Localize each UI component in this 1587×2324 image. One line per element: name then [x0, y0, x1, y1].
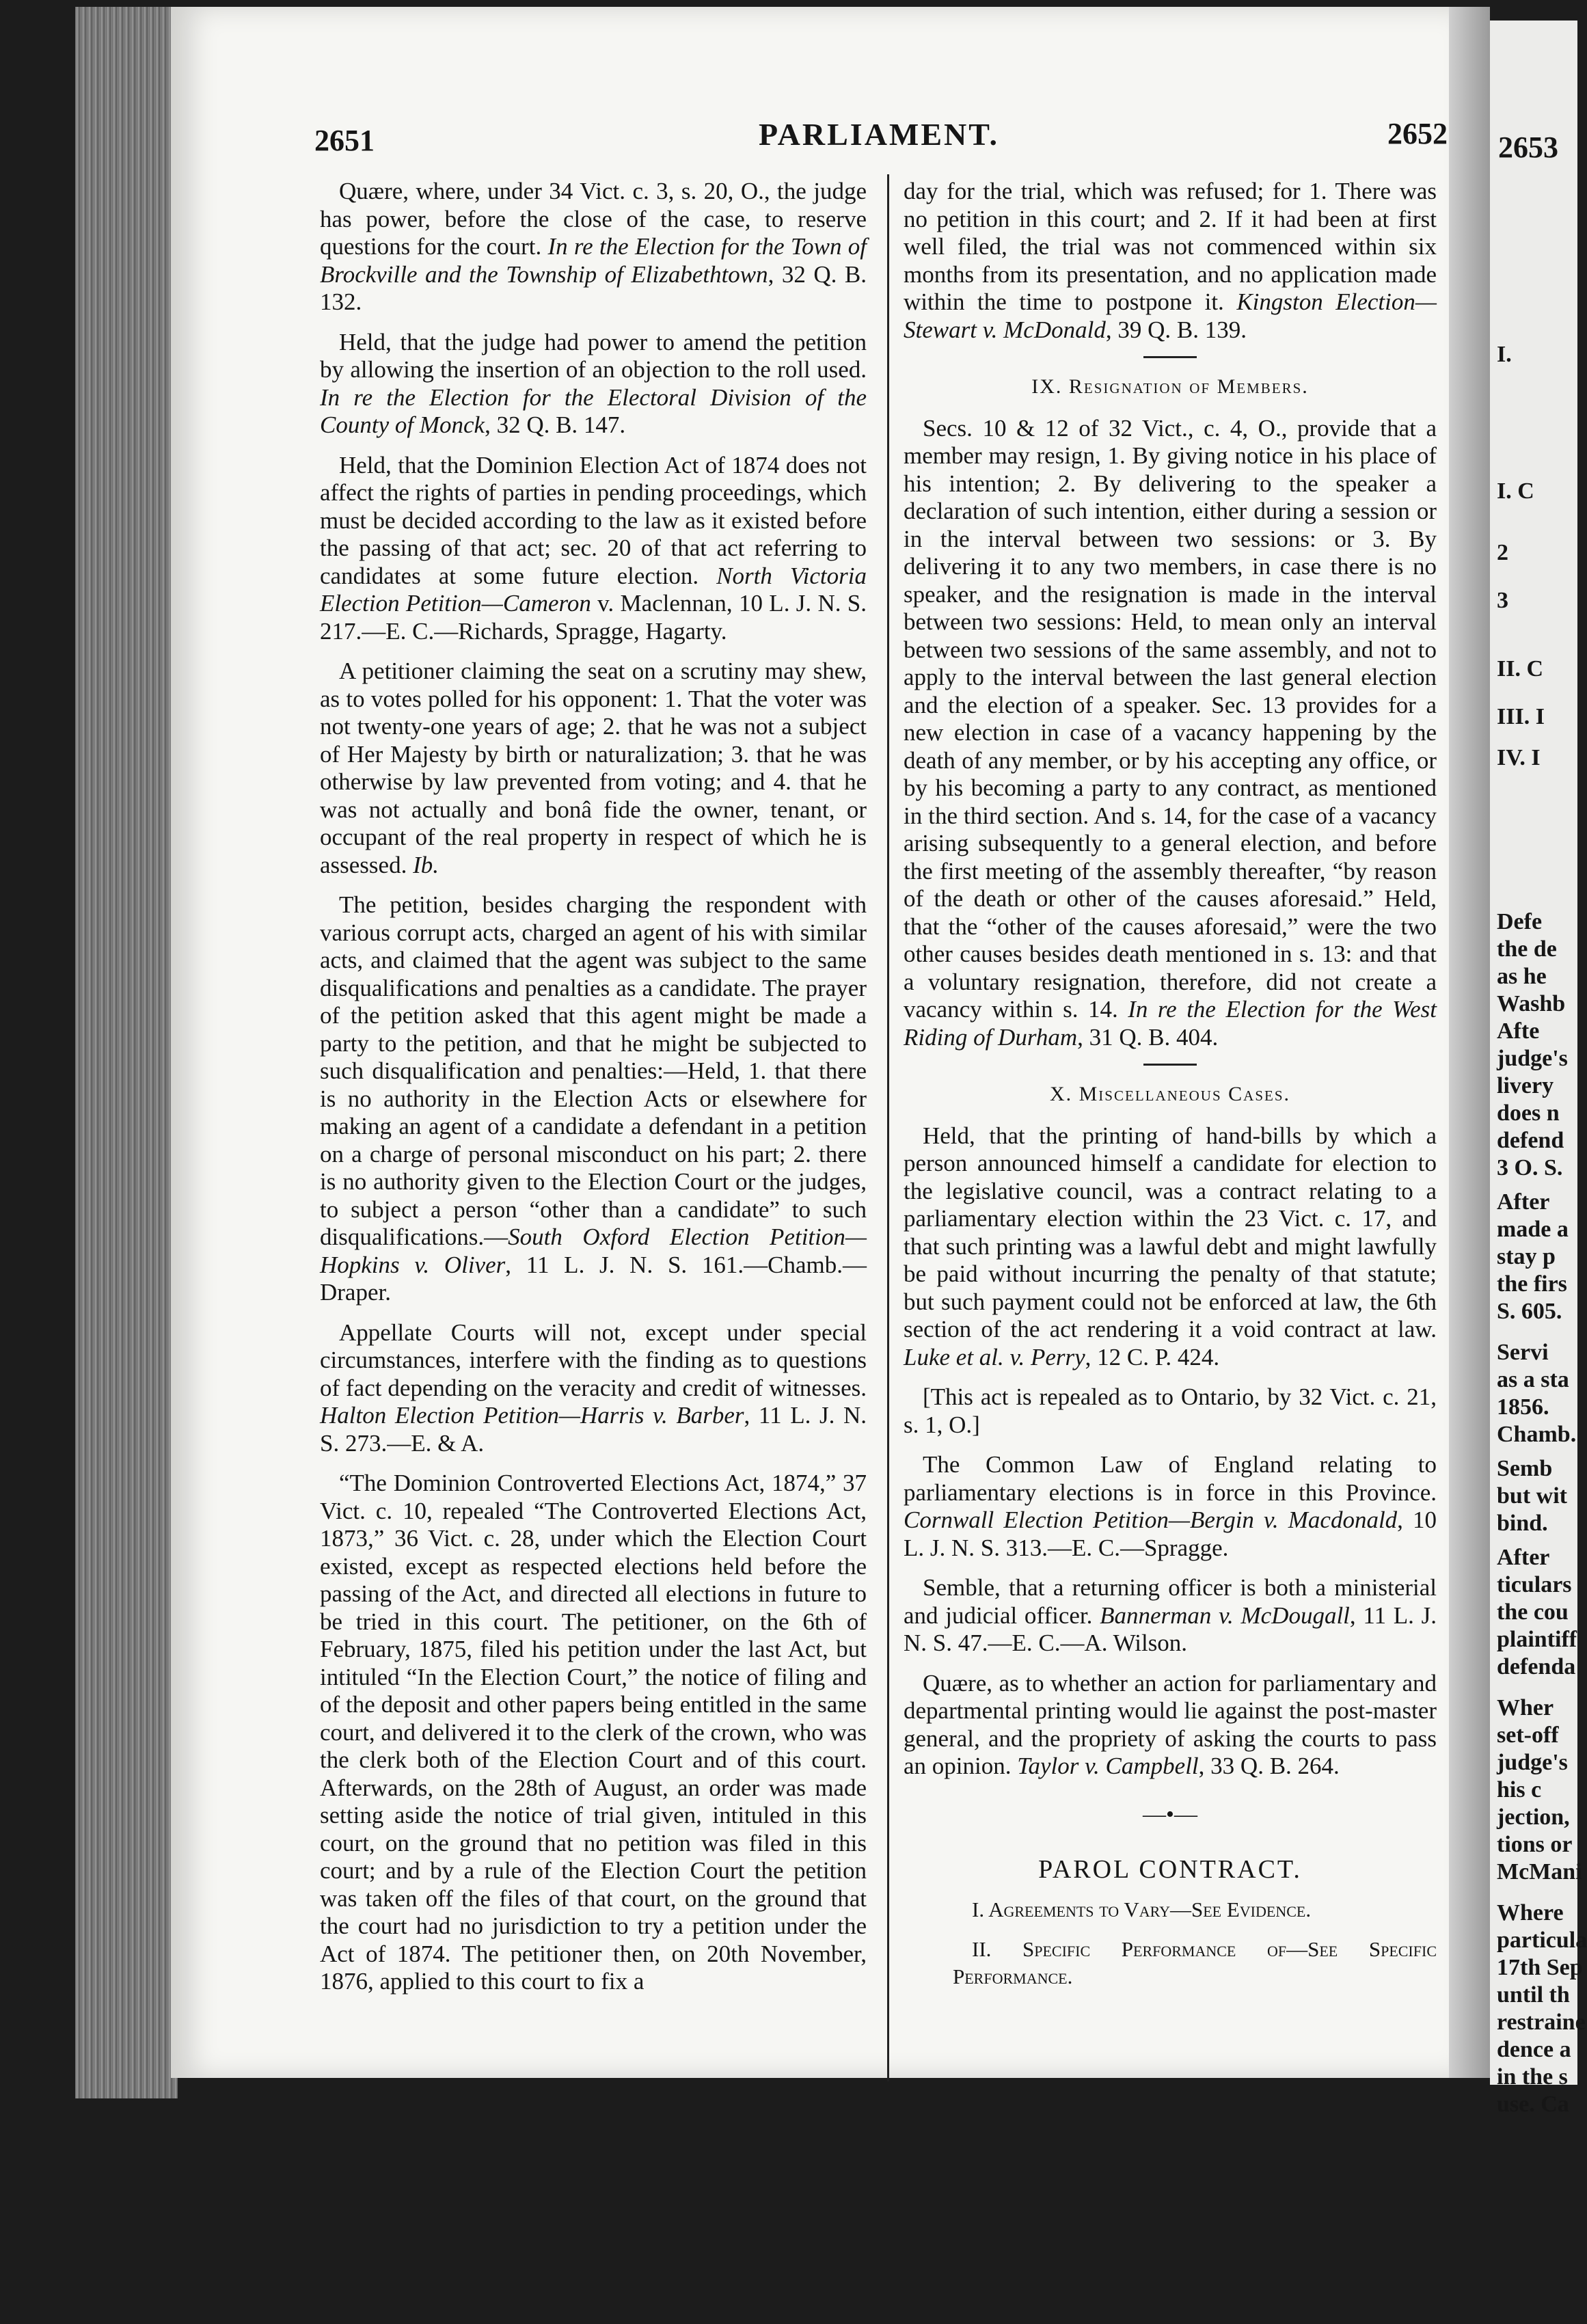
- next-page-text: Defe: [1497, 909, 1543, 934]
- paragraph: [320, 1470, 867, 1996]
- paragraph: [320, 658, 867, 879]
- ornament-divider: —•—: [1143, 1801, 1197, 1827]
- page-number-next: 2653: [1498, 131, 1558, 164]
- text-run: The Common Law of England relating to parliamentary elections is in force in this Province.: [904, 1451, 1437, 1506]
- next-page-text: Servi: [1497, 1340, 1549, 1365]
- text-run: The petition, besides charging the respondent with various corrupt acts, charged an agent of his with similar acts, and claimed that the agent was subject to the same disqualifications and penalties as a candidate. The prayer of the petition asked that this agent might be made a party to the petition, and that he might be subjected to such disqualification and penalties:—Held, 1. that there is no authority in the Election Acts or elsewhere for making an agent of a candidate a defendant in a petition on a charge of personal misconduct on his part; 2. there is no authority given to the Election Court or the judges, to subject a person “other than a candidate” to such disqualifications.—: [320, 891, 867, 1250]
- case-citation: Luke et al. v. Perry: [904, 1343, 1085, 1370]
- next-page-text: particula: [1497, 1928, 1587, 1953]
- paragraph: [320, 1319, 867, 1458]
- next-page-text: use. Ca: [1497, 2092, 1569, 2117]
- continuation-paragraph: [904, 178, 1437, 344]
- toc-line: II. Specific Performance of—See Specific Performance.: [953, 1936, 1437, 1988]
- next-page-text: Chamb.: [1497, 1422, 1577, 1447]
- text-run: , 10 L. J. N. S. 313.—E. C.—Spragge.: [904, 1506, 1437, 1561]
- paragraph: [904, 1574, 1437, 1658]
- next-page-text: judge's: [1497, 1046, 1568, 1071]
- next-page-text: III. I: [1497, 704, 1545, 729]
- case-citation: Cornwall Election Petition—Bergin v. Macdonald: [904, 1506, 1398, 1533]
- next-page-text: the cou: [1497, 1599, 1569, 1625]
- next-page-text: bind.: [1497, 1511, 1548, 1536]
- next-page-text: restraine: [1497, 2010, 1586, 2035]
- text-run: A petitioner claiming the seat on a scrutiny may shew, as to votes polled for his opponent: 1. That the voter was not twenty-one years of age; 2. that he was not a subject of Her Majesty by birth or naturalization; 3. that he was otherwise by law prevented from voting; and 4. that he was not actually and bonâ fide the owner, tenant, or occupant of the real property in respect of which he is assessed.: [320, 658, 867, 878]
- text-run: , 32 Q. B. 132.: [320, 260, 867, 315]
- text-run: Held, that the printing of hand-bills by which a person announced himself a candidate for election to the legislative council, was a contract relating to a parliamentary election within the 23 Vict. c. 17, and that such printing was a lawful debt and might lawfully be paid without incurring the penalty of that statute; but such payment could not be enforced at law, the 6th section of the act rendering it a void contract at law.: [904, 1122, 1437, 1342]
- next-page-text: I. C: [1497, 478, 1534, 504]
- case-citation: In re the Election for the West Riding of Durham: [904, 996, 1437, 1051]
- next-page-text: 3: [1497, 588, 1508, 613]
- section-heading-x: X. Miscellaneous Cases.: [1049, 1083, 1291, 1105]
- text-run: “The Dominion Controverted Elections Act, 1874,” 37 Vict. c. 10, repealed “The Controverted Elections Act, 1873,” 36 Vict. c. 28, under which the Election Court existed, except as respected elections held before the passing of the Act, and directed all elections in future to be tried in this court. The petitioner, on the 6th of February, 1875, filed his petition under the last Act, but intituled “In the Election Court,” the notice of filing and of the deposit and other papers being entitled in the same court, and delivered it to the clerk of the crown, who was the clerk both of the Election Court and of this court. Afterwards, on the 28th of August, an order was made setting aside the notice of trial given, intituled in this court, on the ground that no petition was filed in this court; and by a rule of the Election Court the petition was taken off the files of that court, on the ground that the court had no jurisdiction to try a petition under the Act of 1874. The petitioner then, on 20th November, 1876, applied to this court to fix a: [320, 1470, 867, 1995]
- next-page-text: Semb: [1497, 1456, 1553, 1481]
- next-page-text: S. 605.: [1497, 1299, 1562, 1324]
- case-citation: Halton Election Petition—Harris v. Barber: [320, 1402, 744, 1429]
- next-page-text: but wit: [1497, 1483, 1567, 1509]
- next-page-text: jection,: [1497, 1805, 1570, 1830]
- case-citation: Kingston Election—Stewart v. McDonald: [904, 288, 1437, 343]
- next-page-text: 3 O. S.: [1497, 1155, 1563, 1180]
- case-citation: South Oxford Election Petition—Hopkins v. Oliver: [320, 1224, 867, 1278]
- next-page-text: defenda: [1497, 1654, 1576, 1679]
- page-number-right: 2652: [1387, 117, 1448, 150]
- next-page-text: Where: [1497, 1900, 1564, 1926]
- text-run: , 11 L. J. N. S. 161.—Chamb.—Draper.: [320, 1251, 867, 1306]
- left-column: [320, 178, 867, 2008]
- column-rule: [887, 174, 889, 2081]
- running-title: PARLIAMENT.: [759, 117, 1000, 152]
- next-page-text: defend: [1497, 1128, 1564, 1153]
- next-page-text: II. C: [1497, 656, 1544, 681]
- text-run: Appellate Courts will not, except under special circumstances, interfere with the finding as to questions of fact depending on the veracity and credit of witnesses.: [320, 1319, 867, 1401]
- next-page-text: the firs: [1497, 1271, 1567, 1297]
- text-run: , 12 C. P. 424.: [1085, 1343, 1220, 1370]
- next-page-text: Washb: [1497, 991, 1566, 1016]
- next-title: PAROL CONTRACT.: [1038, 1855, 1302, 1884]
- next-page-text: 2: [1497, 540, 1508, 565]
- book-edge: [75, 7, 178, 2098]
- next-page-text: McMani: [1497, 1859, 1582, 1884]
- next-page-text: his c: [1497, 1777, 1542, 1802]
- case-citation: Bannerman v. McDougall: [1100, 1602, 1350, 1629]
- text-run: day for the trial, which was refused; for 1. There was no petition in this court; and 2. If it had been at first well filed, the trial was not commenced within six months from its presentation, and no application made within the time to postpone it.: [904, 178, 1437, 315]
- paragraph: [320, 178, 867, 316]
- next-page-text: set-off: [1497, 1722, 1559, 1748]
- page-number-left: 2651: [314, 124, 375, 157]
- text-run: Quære, where, under 34 Vict. c. 3, s. 20, O., the judge has power, before the close of the case, to reserve questions for the court.: [320, 178, 867, 260]
- text-run: Held, that the Dominion Election Act of 1874 does not affect the rights of parties in pending proceedings, which must be decided according to the law as it existed before the passing of that act; sec. 20 of that act referring to candidates at some future election.: [320, 451, 867, 589]
- next-page-text: 17th Sep: [1497, 1955, 1583, 1980]
- page: [171, 7, 1449, 2078]
- text-run: , 32 Q. B. 147.: [485, 411, 626, 438]
- next-page-text: Afte: [1497, 1018, 1540, 1044]
- paragraph: [320, 891, 867, 1307]
- next-page-text: as a sta: [1497, 1367, 1569, 1392]
- case-citation: North Victoria Election Petition—Cameron: [320, 562, 867, 617]
- text-run: , 31 Q. B. 404.: [1077, 1023, 1219, 1051]
- text-run: v. Maclennan, 10 L. J. N. S. 217.—E. C.—Richards, Spragge, Hagarty.: [320, 590, 867, 645]
- case-citation: In re the Election for the Electoral Division of the County of Monck: [320, 383, 867, 438]
- next-page-text: judge's: [1497, 1750, 1568, 1775]
- section-x-body: [904, 1122, 1437, 1781]
- text-run: Quære, as to whether an action for parliamentary and departmental printing would lie against the post-master general, and the propriety of asking the courts to pass an opinion.: [904, 1669, 1437, 1779]
- paragraph: [904, 415, 1437, 1052]
- next-page-text: ticulars: [1497, 1572, 1572, 1597]
- text-run: Secs. 10 & 12 of 32 Vict., c. 4, O., provide that a member may resign, 1. By giving notice in his place of his intention; 2. By delivering to the speaker a declaration of such intention, either during a session or in the interval between two sessions: or 3. By delivering it to any two members, in case there is no speaker, and the resignation is made in the interval between two sessions: Held, to mean only an interval between two sessions of the same assembly, and not to apply to the interval between the last general election and the election of a speaker. Sec. 13 provides for a new election in case of a vacancy happening by the death of any member, or by his accepting any office, or by his becoming a party to any contract, as mentioned in the third section. And s. 14, for the case of a vacancy arising subsequently to a general election, and before the first meeting of the assembly thereafter, “by reason of the death or other of the causes aforesaid.” Held, that the “other of the causes aforesaid,” were the two other causes besides death mentioned in s. 13: and that a voluntary resignation, therefore, did not create a vacancy within s. 14.: [904, 414, 1437, 1023]
- next-page-text: the de: [1497, 936, 1557, 962]
- text-run: , 11 L. J. N. S. 273.—E. & A.: [320, 1402, 867, 1457]
- text-run: , 11 L. J. N. S. 47.—E. C.—A. Wilson.: [904, 1602, 1437, 1656]
- toc-line: I. Agreements to Vary—See Evidence.: [972, 1897, 1312, 1921]
- paragraph: [904, 1451, 1437, 1562]
- text-run: Semble, that a returning officer is both a ministerial and judicial officer.: [904, 1574, 1437, 1629]
- next-page-text: until th: [1497, 1982, 1570, 2008]
- next-page-text: livery: [1497, 1073, 1554, 1098]
- paragraph: [320, 329, 867, 440]
- case-citation: In re the Election for the Town of Brockville and the Township of Elizabethtown: [320, 233, 867, 288]
- next-page-text: I.: [1497, 342, 1512, 367]
- section-heading-ix: IX. Resignation of Members.: [1031, 375, 1309, 398]
- next-page-text: dence a: [1497, 2037, 1571, 2062]
- next-page-text: tions or: [1497, 1832, 1573, 1857]
- text-run: , 33 Q. B. 264.: [1198, 1753, 1340, 1779]
- page-gutter-shadow: [1449, 7, 1490, 2078]
- next-page-text: as he: [1497, 964, 1547, 989]
- paragraph: [904, 1122, 1437, 1372]
- section-rule: [1143, 1064, 1197, 1066]
- next-page-text: IV. I: [1497, 745, 1541, 770]
- section-rule: [1143, 356, 1197, 358]
- next-page-text: stay p: [1497, 1244, 1556, 1269]
- text-run: [This act is repealed as to Ontario, by 32 Vict. c. 21, s. 1, O.]: [904, 1383, 1437, 1438]
- text-run: Held, that the judge had power to amend the petition by allowing the insertion of an objection to the roll used.: [320, 328, 867, 383]
- next-page-text: After: [1497, 1189, 1550, 1215]
- next-page-text: in the s: [1497, 2064, 1568, 2090]
- next-page-text: does n: [1497, 1100, 1560, 1126]
- page-header: [171, 116, 1449, 164]
- right-column: [904, 178, 1437, 2003]
- next-page-text: Wher: [1497, 1695, 1554, 1720]
- paragraph: [904, 1670, 1437, 1781]
- case-citation: Taylor v. Campbell: [1017, 1753, 1199, 1779]
- case-citation: Ib.: [413, 851, 439, 878]
- next-page-text: plaintiff: [1497, 1627, 1577, 1652]
- text-run: , 39 Q. B. 139.: [1105, 316, 1247, 343]
- next-page-text: After: [1497, 1545, 1550, 1570]
- paragraph: [904, 1383, 1437, 1439]
- paragraph: [320, 452, 867, 646]
- next-page-text: made a: [1497, 1217, 1569, 1242]
- next-page-fragment: [1490, 21, 1587, 2117]
- section-ix-body: [904, 415, 1437, 1052]
- next-page-text: 1856.: [1497, 1394, 1549, 1420]
